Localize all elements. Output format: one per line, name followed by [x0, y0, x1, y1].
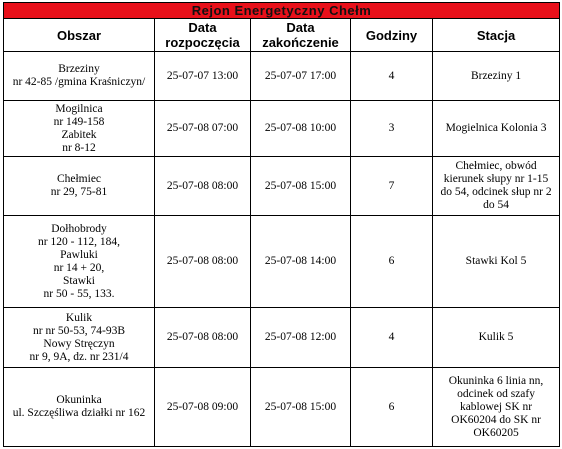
station-cell	[433, 101, 560, 157]
end-date-cell: 25-07-08 15:00	[251, 368, 351, 447]
end-date-cell: 25-07-08 12:00	[251, 308, 351, 368]
header-hours: Godziny	[351, 19, 433, 52]
outage-table-container	[3, 2, 559, 447]
area-cell-line: Okuninka	[56, 394, 102, 406]
table-row	[4, 368, 560, 447]
table-row	[4, 52, 560, 101]
area-cell-line: Dołhobrody	[51, 222, 107, 235]
area-cell-line: ul. Szczęśliwa działki nr 162	[12, 407, 146, 419]
area-cell	[4, 157, 155, 216]
table-row	[4, 216, 560, 308]
station-cell-line: Brzeziny 1	[470, 69, 522, 82]
area-cell-line: nr nr 50-53, 74-93B	[33, 324, 125, 337]
table-row	[4, 101, 560, 157]
area-cell-line: nr 14 + 20,	[53, 261, 105, 274]
hours-cell: 3	[351, 101, 433, 157]
start-date-cell: 25-07-08 08:00	[155, 157, 251, 216]
station-cell-line: odcinek od szafy	[457, 387, 535, 400]
area-cell-line: Brzeziny	[58, 63, 100, 75]
area-cell-line: Mogilnica	[55, 102, 103, 115]
station-cell	[433, 308, 560, 368]
station-cell-line: OK60204 do SK nr	[451, 413, 541, 426]
station-cell-line: do 54	[483, 199, 509, 211]
table-body	[4, 52, 560, 447]
station-cell-line: do 54, odcinek słup nr 2	[440, 186, 552, 198]
start-date-cell: 25-07-07 13:00	[155, 52, 251, 101]
end-date-cell: 25-07-08 10:00	[251, 101, 351, 157]
area-cell-line: nr 149-158	[53, 115, 105, 128]
station-cell-line: Kulik 5	[478, 331, 514, 343]
hours-cell: 4	[351, 52, 433, 101]
area-cell-line: Zabitek	[61, 128, 97, 141]
table-row	[4, 308, 560, 368]
area-cell-line: Chełmiec	[56, 173, 102, 185]
station-cell-line: Stawki Kol 5	[465, 255, 527, 267]
header-area: Obszar	[4, 19, 155, 52]
station-cell-line: OK60205	[473, 426, 519, 439]
area-cell-line: Nowy Stręczyn	[43, 337, 115, 350]
area-cell-line: nr 8-12	[62, 141, 96, 154]
station-cell-line: kierunek słupy nr 1-15	[443, 173, 549, 185]
area-cell-line: Stawki	[63, 274, 95, 287]
station-cell	[433, 157, 560, 216]
hours-cell: 6	[351, 216, 433, 308]
area-cell-line: nr 120 - 112, 184,	[38, 235, 120, 248]
area-cell-line: Pawluki	[60, 248, 98, 261]
area-cell	[4, 308, 155, 368]
station-cell-line: Mogielnica Kolonia 3	[445, 122, 547, 134]
header-start: Data rozpoczęcia	[155, 19, 251, 52]
area-cell-line: nr 50 - 55, 133.	[43, 287, 115, 300]
station-cell	[433, 216, 560, 308]
header-row	[4, 19, 560, 52]
start-date-cell: 25-07-08 08:00	[155, 216, 251, 308]
station-cell-line: kablowej SK nr	[459, 400, 533, 413]
header-station: Stacja	[433, 19, 560, 52]
area-cell	[4, 216, 155, 308]
area-cell	[4, 101, 155, 157]
area-cell-line: nr 29, 75-81	[50, 186, 108, 198]
area-cell-line: Kulik	[65, 311, 93, 324]
end-date-cell: 25-07-08 15:00	[251, 157, 351, 216]
station-cell-line: Chełmiec, obwód	[455, 160, 537, 172]
hours-cell: 6	[351, 368, 433, 447]
header-end: Data zakończenie	[251, 19, 351, 52]
end-date-cell: 25-07-08 14:00	[251, 216, 351, 308]
station-cell-line: Okuninka 6 linia nn,	[448, 374, 544, 387]
table-row	[4, 157, 560, 216]
end-date-cell: 25-07-07 17:00	[251, 52, 351, 101]
area-cell-line: nr 9, 9A, dz. nr 231/4	[29, 350, 129, 363]
hours-cell: 4	[351, 308, 433, 368]
table-title-row	[4, 3, 560, 19]
area-cell	[4, 368, 155, 447]
outage-table	[3, 2, 560, 447]
start-date-cell: 25-07-08 09:00	[155, 368, 251, 447]
start-date-cell: 25-07-08 08:00	[155, 308, 251, 368]
table-title: Rejon Energetyczny Chełm	[4, 3, 560, 19]
area-cell	[4, 52, 155, 101]
start-date-cell: 25-07-08 07:00	[155, 101, 251, 157]
hours-cell: 7	[351, 157, 433, 216]
station-cell	[433, 52, 560, 101]
station-cell	[433, 368, 560, 447]
area-cell-line: nr 42-85 /gmina Kraśniczyn/	[12, 76, 146, 88]
